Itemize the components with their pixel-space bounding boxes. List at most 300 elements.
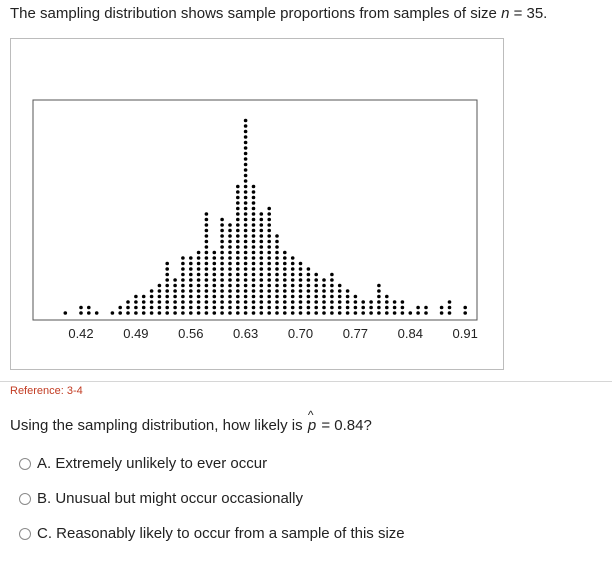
data-dot	[220, 240, 224, 244]
data-dot	[267, 284, 271, 288]
data-dot	[252, 229, 256, 233]
data-dot	[244, 146, 248, 150]
data-dot	[205, 251, 209, 255]
data-dot	[173, 311, 177, 315]
data-dot	[291, 295, 295, 299]
data-dot	[189, 295, 193, 299]
choice-c[interactable]	[19, 525, 405, 542]
data-dot	[354, 295, 358, 299]
data-dot	[424, 311, 428, 315]
data-dot	[189, 267, 193, 271]
data-dot	[260, 311, 264, 315]
data-dot	[244, 124, 248, 128]
data-dot	[275, 234, 279, 238]
data-dot	[260, 218, 264, 222]
data-dot	[126, 300, 130, 304]
data-dot	[205, 245, 209, 249]
data-dot	[330, 273, 334, 277]
data-dot	[275, 240, 279, 244]
data-dot	[150, 311, 154, 315]
data-dot	[189, 289, 193, 293]
data-dot	[244, 185, 248, 189]
data-dot	[307, 284, 311, 288]
data-dot	[181, 295, 185, 299]
x-axis-tick-labels	[68, 326, 478, 341]
data-dot	[213, 295, 217, 299]
data-dot	[260, 284, 264, 288]
data-dot	[385, 295, 389, 299]
radio-b[interactable]	[19, 493, 31, 505]
data-dot	[338, 300, 342, 304]
data-dot	[314, 289, 318, 293]
data-dot	[416, 306, 420, 310]
data-dot	[134, 300, 138, 304]
data-dot	[244, 163, 248, 167]
data-dot	[205, 278, 209, 282]
plot-area-border	[33, 100, 477, 320]
data-dot	[299, 262, 303, 266]
radio-c[interactable]	[19, 528, 31, 540]
data-dot	[189, 284, 193, 288]
data-dot	[158, 300, 162, 304]
data-dot	[228, 256, 232, 260]
data-dot	[236, 289, 240, 293]
data-dot	[236, 295, 240, 299]
data-dot	[220, 223, 224, 227]
data-dot	[189, 278, 193, 282]
data-dot	[165, 295, 169, 299]
data-dot	[267, 229, 271, 233]
choice-b-label: B. Unusual but might occur occasionally	[37, 490, 303, 507]
data-dot	[197, 267, 201, 271]
x-tick-label: 0.91	[452, 326, 478, 341]
x-tick-label: 0.49	[123, 326, 149, 341]
data-dot	[236, 251, 240, 255]
data-dot	[322, 278, 326, 282]
data-dot	[252, 262, 256, 266]
data-dot	[213, 300, 217, 304]
data-dot	[205, 240, 209, 244]
data-dot	[181, 278, 185, 282]
prompt-after: = 0.84?	[317, 417, 372, 434]
data-dot	[354, 311, 358, 315]
data-dot	[236, 284, 240, 288]
data-dot	[291, 306, 295, 310]
data-dot	[236, 273, 240, 277]
data-dot	[267, 234, 271, 238]
data-dot	[346, 295, 350, 299]
data-dot	[252, 295, 256, 299]
data-dot	[165, 273, 169, 277]
data-dot	[252, 240, 256, 244]
data-dot	[338, 306, 342, 310]
data-dot	[346, 300, 350, 304]
data-dot	[385, 311, 389, 315]
data-dot	[252, 212, 256, 216]
data-dot	[220, 267, 224, 271]
data-dot	[189, 300, 193, 304]
data-dot	[283, 251, 287, 255]
question-header	[10, 5, 547, 22]
data-dot	[150, 306, 154, 310]
data-dot	[165, 262, 169, 266]
x-tick-label: 0.70	[287, 326, 314, 341]
data-dot	[95, 311, 99, 315]
data-dot	[236, 267, 240, 271]
data-dot	[236, 245, 240, 249]
data-dot	[205, 262, 209, 266]
data-dot	[267, 306, 271, 310]
data-dot	[118, 306, 122, 310]
data-dot	[401, 306, 405, 310]
data-dot	[189, 256, 193, 260]
data-dot	[118, 311, 122, 315]
data-dot	[236, 223, 240, 227]
data-dot	[173, 300, 177, 304]
data-dot	[236, 311, 240, 315]
data-dot	[158, 306, 162, 310]
data-dot	[205, 300, 209, 304]
data-dot	[283, 295, 287, 299]
data-dot	[252, 278, 256, 282]
data-dot	[377, 289, 381, 293]
data-dot	[401, 311, 405, 315]
data-dot	[173, 284, 177, 288]
data-dot	[252, 185, 256, 189]
data-dot	[385, 300, 389, 304]
data-dot	[244, 262, 248, 266]
data-dot	[330, 289, 334, 293]
data-dot	[267, 267, 271, 271]
data-dot	[393, 311, 397, 315]
data-dot	[252, 251, 256, 255]
data-dot	[244, 190, 248, 194]
data-dot	[111, 311, 115, 315]
data-dot	[440, 311, 444, 315]
data-dot	[173, 295, 177, 299]
data-dot	[283, 262, 287, 266]
data-dot	[361, 306, 365, 310]
data-dot	[205, 234, 209, 238]
data-dot	[252, 190, 256, 194]
data-dot	[228, 300, 232, 304]
figure-frame	[10, 38, 504, 370]
data-dot	[361, 300, 365, 304]
data-dot	[244, 256, 248, 260]
data-dot	[205, 306, 209, 310]
data-dot	[252, 245, 256, 249]
data-dot	[244, 207, 248, 211]
data-dot	[236, 212, 240, 216]
data-dot	[291, 262, 295, 266]
data-dot	[307, 295, 311, 299]
data-dot	[385, 306, 389, 310]
data-dot	[165, 311, 169, 315]
data-dot	[314, 311, 318, 315]
data-dot	[236, 218, 240, 222]
data-dot	[322, 311, 326, 315]
data-dot	[252, 256, 256, 260]
data-dot	[244, 234, 248, 238]
data-dot	[244, 251, 248, 255]
data-dot	[283, 289, 287, 293]
data-dot	[236, 234, 240, 238]
data-dot	[220, 278, 224, 282]
choice-a-label: A. Extremely unlikely to ever occur	[37, 455, 268, 472]
data-dot	[440, 306, 444, 310]
data-dot	[252, 273, 256, 277]
data-dot	[267, 300, 271, 304]
data-dot	[260, 245, 264, 249]
data-dot	[307, 306, 311, 310]
data-dot	[346, 311, 350, 315]
data-dot	[126, 311, 130, 315]
data-dot	[244, 179, 248, 183]
data-dot	[220, 295, 224, 299]
data-dot	[205, 212, 209, 216]
data-dot	[275, 311, 279, 315]
data-dot	[299, 284, 303, 288]
data-dot	[228, 245, 232, 249]
data-dot	[165, 306, 169, 310]
data-dot	[142, 306, 146, 310]
sample-size-variable: n	[501, 5, 510, 22]
data-dot	[291, 311, 295, 315]
data-dot	[260, 256, 264, 260]
data-dot	[244, 289, 248, 293]
data-dot	[322, 289, 326, 293]
data-dot	[330, 311, 334, 315]
data-dot	[393, 300, 397, 304]
data-dot	[260, 306, 264, 310]
data-dot	[197, 278, 201, 282]
reference-label: Reference: 3-4	[10, 385, 83, 397]
data-dot	[346, 306, 350, 310]
data-dot	[197, 300, 201, 304]
x-tick-label: 0.42	[68, 326, 94, 341]
data-dot	[267, 295, 271, 299]
data-dot	[134, 311, 138, 315]
data-dot	[377, 300, 381, 304]
data-dot	[205, 295, 209, 299]
data-dot	[244, 152, 248, 156]
data-dot	[338, 289, 342, 293]
data-dot	[220, 284, 224, 288]
data-dot	[275, 306, 279, 310]
data-dot	[87, 311, 91, 315]
data-dot	[299, 273, 303, 277]
data-dot	[260, 240, 264, 244]
data-dot	[64, 311, 68, 315]
data-dot	[244, 295, 248, 299]
data-dot	[220, 245, 224, 249]
data-dot	[220, 234, 224, 238]
data-dot	[252, 311, 256, 315]
data-dot	[126, 306, 130, 310]
data-dot	[291, 256, 295, 260]
data-dot	[165, 284, 169, 288]
data-dot	[220, 300, 224, 304]
data-dot	[260, 295, 264, 299]
data-dot	[165, 278, 169, 282]
data-dot	[463, 311, 467, 315]
data-dot	[267, 218, 271, 222]
data-dot	[213, 273, 217, 277]
data-dot	[267, 207, 271, 211]
data-dot	[205, 289, 209, 293]
data-dot	[181, 311, 185, 315]
data-dot	[283, 284, 287, 288]
data-dot	[377, 284, 381, 288]
choice-b[interactable]	[19, 490, 303, 507]
data-dot	[338, 311, 342, 315]
data-dot	[424, 306, 428, 310]
data-dot	[236, 256, 240, 260]
data-dot	[369, 311, 373, 315]
data-dot	[314, 300, 318, 304]
data-dot	[142, 311, 146, 315]
data-dot	[322, 295, 326, 299]
x-tick-label: 0.77	[342, 326, 369, 341]
data-dot	[448, 311, 452, 315]
data-dot	[275, 273, 279, 277]
data-dot	[165, 289, 169, 293]
data-dot	[205, 311, 209, 315]
data-dot	[189, 311, 193, 315]
data-dot	[267, 223, 271, 227]
data-dot	[244, 141, 248, 145]
data-dot	[197, 256, 201, 260]
x-tick-label: 0.56	[178, 326, 204, 341]
data-dot	[134, 306, 138, 310]
data-dot	[322, 284, 326, 288]
data-dot	[252, 300, 256, 304]
data-dot	[213, 251, 217, 255]
data-dot	[79, 306, 83, 310]
data-dot	[236, 262, 240, 266]
data-dot	[228, 295, 232, 299]
data-dot	[228, 240, 232, 244]
dot-plot-chart	[11, 39, 503, 369]
data-dot	[181, 284, 185, 288]
data-dot	[228, 311, 232, 315]
data-dot	[252, 201, 256, 205]
data-dot	[354, 306, 358, 310]
data-dot	[299, 306, 303, 310]
data-dot	[205, 256, 209, 260]
data-dot	[267, 245, 271, 249]
data-dot	[252, 218, 256, 222]
data-dot	[236, 207, 240, 211]
data-dot	[299, 295, 303, 299]
data-dot	[283, 278, 287, 282]
data-dot	[330, 300, 334, 304]
data-dot	[228, 306, 232, 310]
data-dot	[267, 256, 271, 260]
data-dot	[220, 273, 224, 277]
data-dot	[369, 306, 373, 310]
data-dot	[244, 284, 248, 288]
data-dot	[220, 311, 224, 315]
data-dot	[260, 289, 264, 293]
question-intro: The sampling distribution shows sample proportions from samples of size	[10, 5, 497, 22]
data-dot	[291, 289, 295, 293]
data-dot	[260, 300, 264, 304]
data-dot	[197, 295, 201, 299]
data-dot	[299, 300, 303, 304]
data-dot	[299, 267, 303, 271]
choice-a[interactable]	[19, 455, 267, 472]
prompt-before: Using the sampling distribution, how likely is	[10, 417, 303, 434]
data-dot	[228, 284, 232, 288]
data-dot	[299, 289, 303, 293]
data-dot	[275, 295, 279, 299]
data-dot	[236, 278, 240, 282]
data-dot	[338, 284, 342, 288]
data-dot	[213, 267, 217, 271]
data-dot	[197, 284, 201, 288]
data-dot	[252, 267, 256, 271]
data-dot	[330, 278, 334, 282]
data-dot	[260, 262, 264, 266]
p-hat-symbol: ^ p	[307, 417, 317, 434]
data-dot	[244, 130, 248, 134]
data-dot	[236, 229, 240, 233]
data-dot	[205, 223, 209, 227]
data-dot	[354, 300, 358, 304]
data-dot	[158, 295, 162, 299]
data-dot	[448, 306, 452, 310]
data-dot	[236, 300, 240, 304]
data-dot	[338, 295, 342, 299]
data-dot	[142, 300, 146, 304]
data-dot	[244, 201, 248, 205]
data-dot	[252, 234, 256, 238]
data-dot	[244, 119, 248, 123]
data-dot	[220, 218, 224, 222]
data-dot	[244, 240, 248, 244]
data-dot	[377, 295, 381, 299]
data-dot	[228, 223, 232, 227]
data-dot	[181, 256, 185, 260]
data-dot	[260, 212, 264, 216]
data-dot	[236, 196, 240, 200]
radio-a[interactable]	[19, 458, 31, 470]
data-dot	[252, 289, 256, 293]
data-dot	[260, 223, 264, 227]
data-dot	[275, 300, 279, 304]
data-dot	[322, 306, 326, 310]
data-dot	[244, 196, 248, 200]
data-dot	[283, 273, 287, 277]
data-dot	[158, 284, 162, 288]
data-dot	[165, 300, 169, 304]
data-dot	[244, 229, 248, 233]
data-dot	[346, 289, 350, 293]
data-dot	[283, 300, 287, 304]
data-dot	[181, 306, 185, 310]
data-dot	[205, 284, 209, 288]
data-dot	[228, 234, 232, 238]
data-dot	[369, 300, 373, 304]
data-dot	[244, 174, 248, 178]
data-dot	[267, 262, 271, 266]
data-dot	[260, 251, 264, 255]
data-dot	[330, 306, 334, 310]
data-dot	[228, 251, 232, 255]
data-dot	[463, 306, 467, 310]
data-dot	[252, 196, 256, 200]
